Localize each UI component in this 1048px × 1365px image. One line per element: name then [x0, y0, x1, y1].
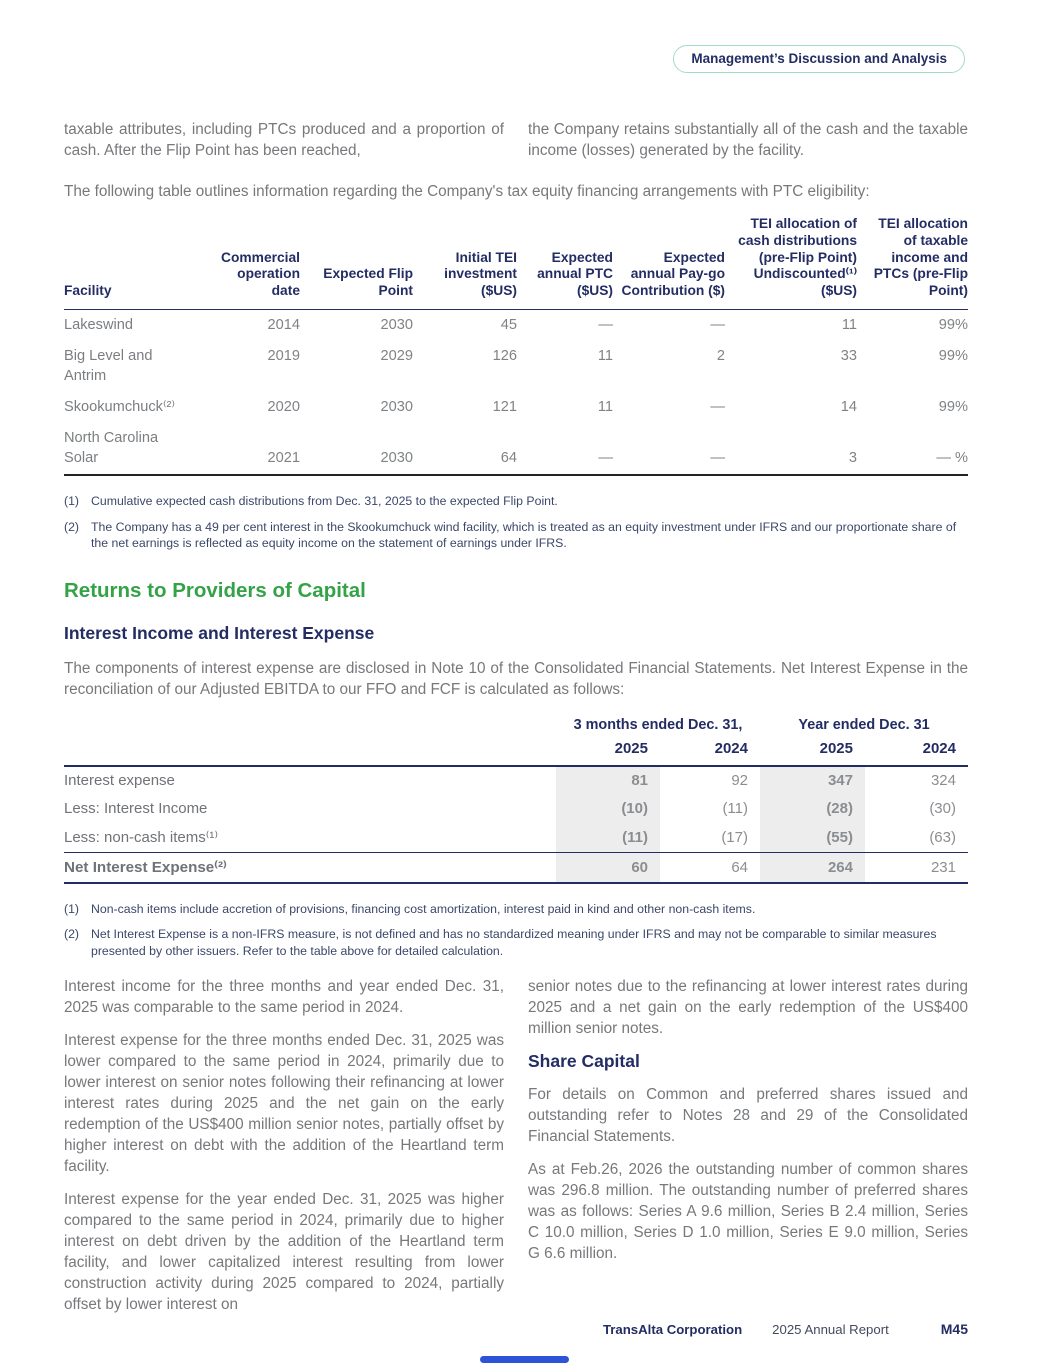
cell-ptc: — — [598, 317, 613, 334]
value-2024-q: (17) — [721, 828, 748, 846]
footnote — [64, 493, 968, 510]
paragraph: senior notes due to the refinancing at lower interest rates during 2025 and a net gain on the early redemption of the US$400 million senior notes. — [528, 978, 968, 1038]
section-heading-returns: Returns to Providers of Capital — [64, 578, 366, 602]
footer-company-name: TransAlta Corporation — [602, 1322, 743, 1337]
analysis-right-column — [528, 976, 968, 1327]
cell-tei: 126 — [492, 348, 517, 365]
cell-ptc: — — [598, 450, 613, 467]
footnote-number: (1) — [64, 901, 80, 916]
table-row — [64, 823, 968, 853]
footnote — [64, 901, 968, 918]
value-2025-y: 347 — [760, 766, 865, 795]
period-group-header-row — [64, 717, 968, 738]
cell-taxable: 99% — [938, 317, 968, 334]
paragraph: Interest income for the three months and year ended Dec. 31, 2025 was comparable to the same period in 2024. — [64, 978, 504, 1017]
footnote-text: The Company has a 49 per cent interest in the Skookumchuck wind facility, which is treated as an equity investment under IFRS and our proportionate share of the net earnings is reflected as equity income on the statement of earnings under IFRS. — [91, 519, 957, 551]
footnote-text: Non-cash items include accretion of provisions, financing cost amortization, interest paid in kind and other non-cash items. — [91, 901, 756, 916]
tax-table-lead: The following table outlines information regarding the Company's tax equity financing arrangements with PTC eligibility: — [64, 183, 870, 200]
facility-name: Skookumchuck⁽²⁾ — [64, 399, 175, 416]
col-header-tei: Initial TEI investment ($US) — [444, 249, 517, 299]
row-label: Less: non-cash items⁽¹⁾ — [64, 829, 219, 847]
table-row — [64, 310, 968, 342]
paragraph: Interest expense for the year ended Dec. 31, 2025 was higher compared to the same period in 2024, primarily due to higher interest on debt driven by the addition of the Heartland term facility, and lower capitalized interest resulting from lower construction activity during 2025 compared to 2024, partially offset by lower interest on — [64, 1191, 504, 1314]
value-2024-y: (63) — [929, 828, 956, 846]
interest-table-footnotes — [64, 901, 968, 960]
value-2024-y: 324 — [930, 772, 956, 790]
value-2024-y: 231 — [865, 852, 968, 883]
cell-paygo: — — [710, 450, 725, 467]
row-label: Net Interest Expense⁽²⁾ — [64, 852, 556, 883]
value-2025-q: (10) — [556, 795, 660, 823]
value-2024-q: 92 — [731, 772, 748, 790]
tax-table-header-row — [64, 216, 968, 310]
value-2025-q: 81 — [556, 766, 660, 795]
section-badge: Management’s Discussion and Analysis — [673, 45, 965, 73]
analysis-left-column — [64, 976, 504, 1327]
cell-flip: 2029 — [380, 348, 413, 365]
cell-taxable: — % — [936, 450, 968, 467]
row-label: Interest expense — [64, 772, 175, 790]
footnote-text: Cumulative expected cash distributions from Dec. 31, 2025 to the expected Flip Point. — [91, 494, 558, 509]
cell-paygo: 2 — [716, 348, 725, 365]
tax-equity-table — [64, 216, 968, 476]
cell-flip: 2030 — [380, 450, 413, 467]
footnote-text: Net Interest Expense is a non-IFRS measure, is not defined and has no standardized meaning under IFRS and may not be comparable to similar measures presented by other issuers. Refer to the table above for detailed calculation. — [91, 927, 937, 958]
cell-ptc: 11 — [597, 399, 613, 416]
cell-cod: 2020 — [267, 399, 300, 416]
footnote-number: (2) — [64, 927, 80, 942]
col-header-ptc: Expected annual PTC ($US) — [537, 249, 613, 299]
footnote-number: (2) — [64, 519, 80, 534]
cell-taxable: 99% — [938, 348, 968, 365]
col-header-facility: Facility — [64, 283, 112, 299]
table-row — [64, 423, 968, 475]
col-header-cod: Commercial operation date — [221, 249, 300, 299]
footnote — [64, 519, 968, 552]
row-label: Less: Interest Income — [64, 800, 208, 818]
cell-tei: 121 — [492, 399, 517, 416]
col-header-paygo: Expected annual Pay-go Contribution ($) — [621, 249, 725, 299]
value-2024-q: (11) — [722, 800, 748, 818]
intro-left-paragraph: taxable attributes, including PTCs produced and a proportion of cash. After the Flip Point has been reached, — [64, 121, 504, 159]
col-header-cash-dist: TEI allocation of cash distributions (pre-Flip Point) Undiscounted⁽¹⁾ ($US) — [738, 216, 857, 299]
cell-paygo: — — [710, 399, 725, 416]
net-interest-expense-table — [64, 717, 968, 884]
cell-flip: 2030 — [380, 399, 413, 416]
tax-table-footnotes — [64, 493, 968, 552]
footnote-number: (1) — [64, 494, 80, 509]
cell-tei: 64 — [500, 450, 517, 467]
cell-taxable: 99% — [938, 399, 968, 416]
group-header-year: Year ended Dec. 31 — [798, 716, 930, 733]
group-header-quarter: 3 months ended Dec. 31, — [573, 716, 743, 733]
page-footer — [603, 1321, 968, 1337]
cell-paygo: — — [710, 317, 725, 334]
subsection-heading-share-capital: Share Capital — [528, 1051, 640, 1072]
year-header: 2024 — [660, 738, 760, 766]
col-header-flip: Expected Flip Point — [323, 266, 413, 299]
analysis-columns — [64, 976, 968, 1327]
bottom-scroll-indicator — [480, 1356, 569, 1363]
value-2024-y: (30) — [929, 800, 956, 818]
value-2025-q: (11) — [556, 823, 660, 853]
footer-report-name: 2025 Annual Report — [772, 1322, 889, 1337]
facility-name: Lakeswind — [64, 317, 133, 334]
cell-cash: 11 — [841, 317, 857, 334]
cell-cod: 2021 — [267, 450, 300, 467]
table-row — [64, 392, 968, 423]
year-header-row — [64, 738, 968, 766]
intro-right-paragraph: the Company retains substantially all of the cash and the taxable income (losses) generated by the facility. — [528, 121, 968, 159]
facility-name: North Carolina Solar — [64, 430, 159, 467]
cell-cash: 33 — [840, 348, 857, 365]
footnote — [64, 926, 968, 959]
cell-flip: 2030 — [380, 317, 413, 334]
value-2025-y: (55) — [760, 823, 865, 853]
cell-cash: 3 — [848, 450, 857, 467]
table-row — [64, 341, 968, 392]
subsection-heading-interest: Interest Income and Interest Expense — [64, 622, 375, 643]
year-header: 2024 — [865, 738, 968, 766]
cell-cash: 14 — [840, 399, 857, 416]
intro-columns — [64, 0, 968, 161]
table-row — [64, 795, 968, 823]
header-badge-row — [673, 45, 965, 73]
paragraph: As at Feb.26, 2026 the outstanding number of common shares was 296.8 million. The outstanding number of preferred shares was as follows: Series A 9.6 million, Series B 2.4 million, Series C 10.0 million, Series D 1.0 million, Series E 9.0 million, Series G 6.6 million. — [528, 1161, 968, 1263]
value-2025-q: 60 — [556, 852, 660, 883]
value-2025-y: 264 — [760, 852, 865, 883]
cell-tei: 45 — [500, 317, 517, 334]
cell-cod: 2014 — [267, 317, 300, 334]
facility-name: Big Level and Antrim — [64, 348, 153, 385]
cell-ptc: 11 — [597, 348, 613, 365]
footer-page-number: M45 — [940, 1321, 968, 1337]
interest-table-lead: The components of interest expense are disclosed in Note 10 of the Consolidated Financial Statements. Net Interest Expense in the reconciliation of our Adjusted EBITDA to our FFO and FCF is calculated as follows: — [64, 659, 968, 698]
paragraph: For details on Common and preferred shares issued and outstanding refer to Notes 28 and 29 of the Consolidated Financial Statements. — [528, 1086, 968, 1146]
value-2025-y: (28) — [760, 795, 865, 823]
cell-cod: 2019 — [267, 348, 300, 365]
value-2024-q: 64 — [660, 852, 760, 883]
table-row — [64, 766, 968, 795]
net-interest-expense-row — [64, 852, 968, 883]
col-header-taxable: TEI allocation of taxable income and PTCs (pre-Flip Point) — [873, 216, 968, 299]
year-header: 2025 — [760, 738, 865, 766]
paragraph: Interest expense for the three months ended Dec. 31, 2025 was lower compared to the same period in 2024, primarily due to lower interest on senior notes following their refinancing at lower interest rates during 2025 and the net gain on the early redemption of the US$400 million senior notes, partially offset by higher interest on debt with the addition of the Heartland term facility. — [64, 1032, 504, 1176]
year-header: 2025 — [556, 738, 660, 766]
